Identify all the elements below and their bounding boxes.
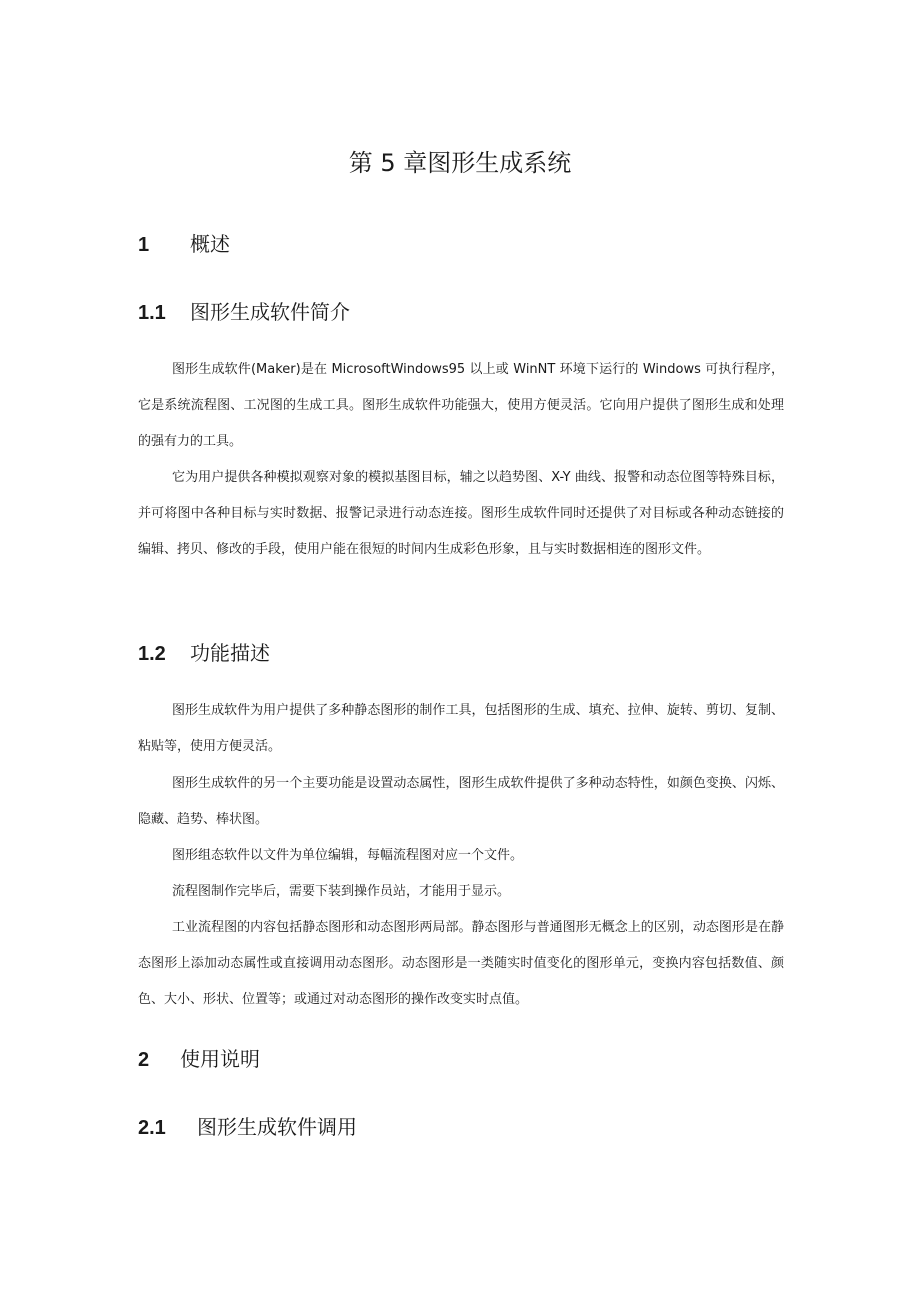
paragraph-1-2-c: 图形组态软件以文件为单位编辑，每幅流程图对应一个文件。	[172, 848, 524, 863]
paragraph-1-2-a: 图形生成软件为用户提供了多种静态图形的制作工具，包括图形的生成、填充、拉伸、旋转、剪切、复制、粘贴等，使用方便灵活。	[138, 703, 784, 754]
section-number: 2	[138, 1049, 150, 1071]
paragraph-1-1-a: 图形生成软件(Maker)是在 MicrosoftWindows95 以上或 WinNT 环境下运行的 Windows 可执行程序，它是系统流程图、工况图的生成工具。图形生成软件功能强大，使用方便灵活。它向用户提供了图形生成和处理的强有力的工具。	[138, 362, 784, 449]
section-number: 1.2	[138, 643, 166, 665]
section-heading-1-1	[138, 298, 350, 327]
section-number: 1	[138, 234, 150, 256]
section-title: 使用说明	[180, 1047, 260, 1071]
section-title: 功能描述	[190, 641, 270, 665]
paragraph-1-2-d: 流程图制作完毕后，需要下装到操作员站，才能用于显示。	[172, 884, 511, 899]
section-heading-1	[138, 230, 230, 259]
paragraph-1-1-b: 它为用户提供各种模拟观察对象的模拟基图目标，辅之以趋势图、X-Y 曲线、报警和动态位图等特殊目标，并可将图中各种目标与实时数据、报警记录进行动态连接。图形生成软件同时还提供了对目标或各种动态链接的编辑、拷贝、修改的手段，使用户能在很短的时间内生成彩色形象，且与实时数据相连的图形文件。	[138, 470, 784, 557]
section-heading-1-2	[138, 639, 270, 668]
paragraph-1-2-e: 工业流程图的内容包括静态图形和动态图形两局部。静态图形与普通图形无概念上的区别，动态图形是在静态图形上添加动态属性或直接调用动态图形。动态图形是一类随实时值变化的图形单元，变换内容包括数值、颜色、大小、形状、位置等；或通过对动态图形的操作改变实时点值。	[138, 920, 784, 1007]
section-heading-2-1	[138, 1113, 357, 1142]
section-number: 1.1	[138, 302, 166, 324]
paragraph-1-2-b: 图形生成软件的另一个主要功能是设置动态属性，图形生成软件提供了多种动态特性，如颜色变换、闪烁、隐藏、趋势、棒状图。	[138, 776, 784, 827]
section-title: 概述	[190, 232, 230, 256]
section-number: 2.1	[138, 1117, 166, 1139]
section-title: 图形生成软件简介	[190, 300, 350, 324]
chapter-title: 第 5 章图形生成系统	[348, 149, 572, 177]
section-heading-2	[138, 1045, 260, 1074]
section-title: 图形生成软件调用	[197, 1115, 357, 1139]
